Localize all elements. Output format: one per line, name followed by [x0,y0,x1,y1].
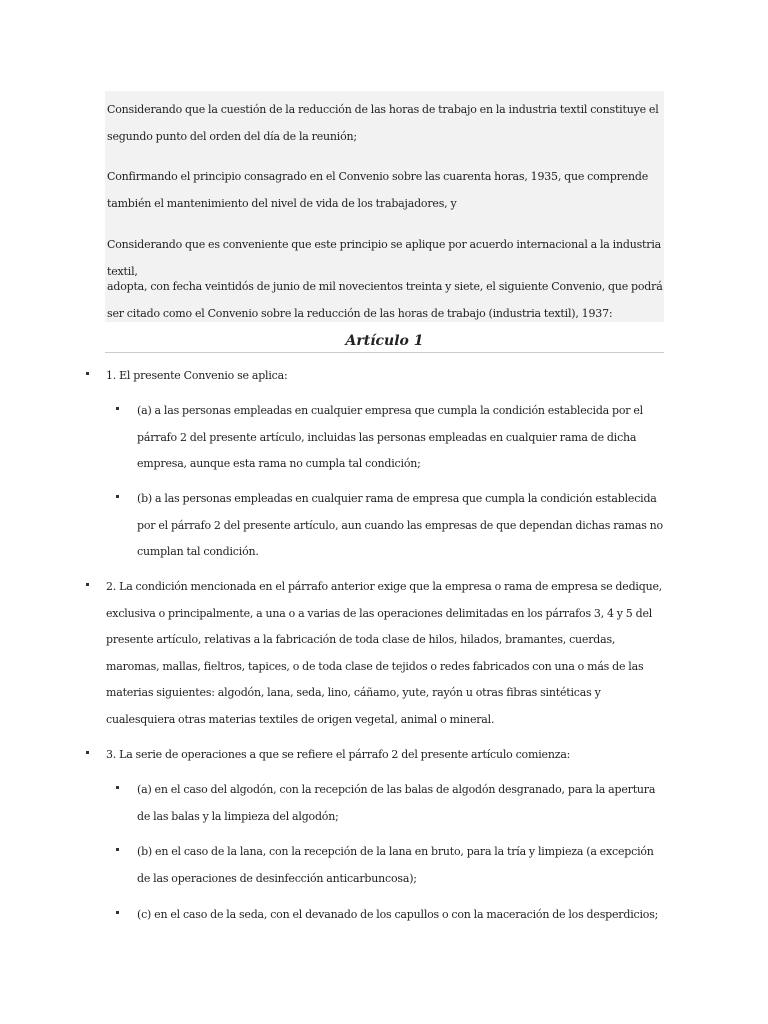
article-subparagraph-3c: (c) en el caso de la seda, con el devanado de los capullos o con la maceración de los desperdicios; [137,908,659,921]
bullet-icon [116,407,119,410]
bullet-icon [86,751,89,754]
article-subparagraph-3a: (a) en el caso del algodón, con la recepción de las balas de algodón desgranado, para la apertura de las balas y la limpieza del algodón; [137,783,656,823]
article-subparagraph-1a: (a) a las personas empleadas en cualquier empresa que cumpla la condición establecida por el párrafo 2 del presente artículo, incluidas las personas empleadas en cualquier rama de dicha empresa, aunque esta rama no cumpla tal condición; [137,404,643,470]
preamble-paragraph-1: Considerando que la cuestión de la reducción de las horas de trabajo en la industria textil constituye el segundo punto del orden del día de la reunión; [107,103,659,143]
bullet-icon [116,786,119,789]
bullet-icon [116,911,119,914]
article-paragraph-1: 1. El presente Convenio se aplica: [106,369,288,382]
article-subparagraph-1b: (b) a las personas empleadas en cualquier rama de empresa que cumpla la condición establecida por el párrafo 2 del presente artículo, aun cuando las empresas de que dependan dichas ramas no cumplan tal condición. [137,492,663,558]
preamble-paragraph-2: Confirmando el principio consagrado en el Convenio sobre las cuarenta horas, 1935, que comprende también el mantenimiento del nivel de vida de los trabajadores, y [107,170,649,210]
bullet-icon [86,583,89,586]
article-paragraph-2: 2. La condición mencionada en el párrafo anterior exige que la empresa o rama de empresa se dedique, exclusiva o principalmente, a una o a varias de las operaciones delimitadas en los párrafos 3, 4 y 5 del presente artículo, relativas a la fabricación de toda clase de hilos, hilados, bramantes, cuerdas, maromas, mallas, fieltros, tapices, o de toda clase de tejidos o redes fabricados con una o más de las materias siguientes: algodón, lana, seda, lino, cáñamo, yute, rayón u otras fibras sintéticas y cualesquiera otras materias textiles de origen vegetal, animal o mineral. [106,580,663,726]
preamble-paragraph-3: Considerando que es conveniente que este principio se aplique por acuerdo internacional a la industria textil, [107,238,661,278]
bullet-icon [116,848,119,851]
bullet-icon [86,372,89,375]
preamble-block [105,91,664,322]
article-heading: Artículo 1 [105,330,664,353]
preamble-paragraph-4: adopta, con fecha veintidós de junio de mil novecientos treinta y siete, el siguiente Convenio, que podrá ser citado como el Convenio sobre la reducción de las horas de trabajo (industria textil), 1937: [107,280,663,320]
article-paragraph-3: 3. La serie de operaciones a que se refiere el párrafo 2 del presente artículo comienza: [106,748,571,761]
article-subparagraph-3b: (b) en el caso de la lana, con la recepción de la lana en bruto, para la tría y limpieza (a excepción de las operaciones de desinfección anticarbuncosa); [137,845,654,885]
bullet-icon [116,495,119,498]
